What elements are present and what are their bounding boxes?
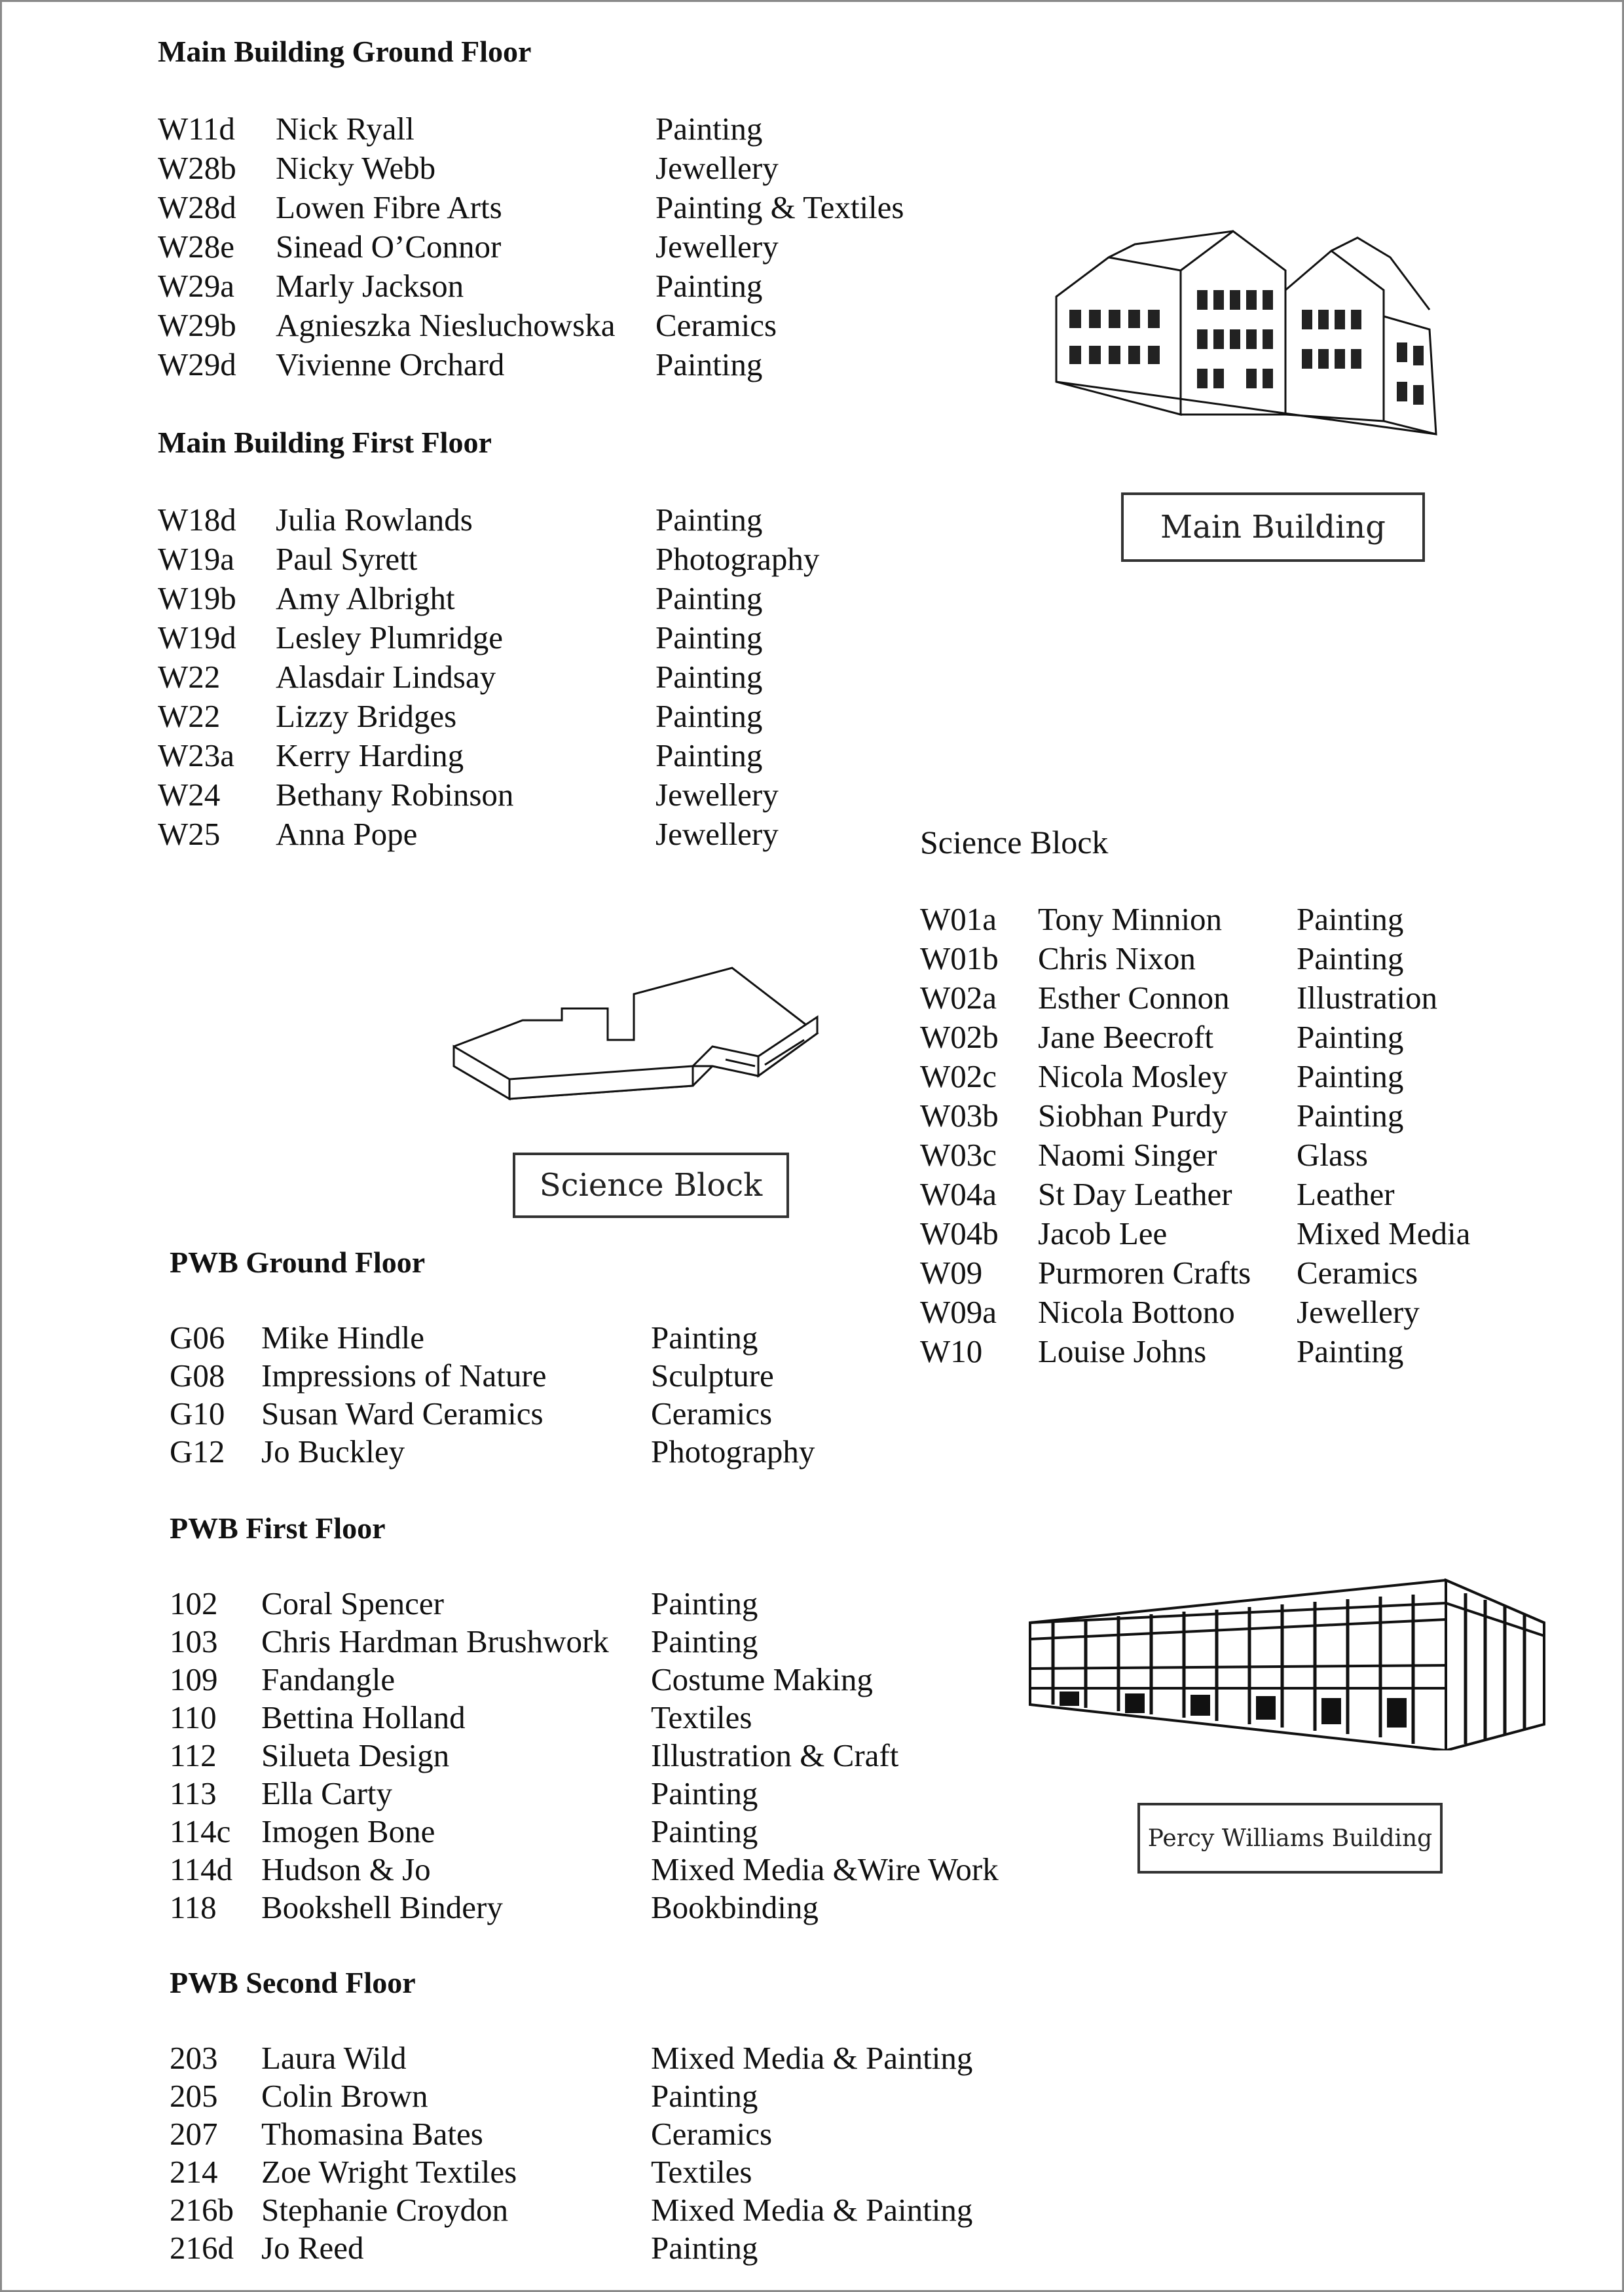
section-title: Science Block	[920, 824, 1109, 860]
section-science-block	[920, 824, 1471, 1371]
list-item: G08 Impressions of Nature Sculpture	[170, 1358, 774, 1394]
list-item: W04a St Day Leather Leather	[920, 1176, 1395, 1212]
main-building-label: Main Building	[1121, 492, 1425, 562]
list-item: W02c Nicola Mosley Painting	[920, 1058, 1404, 1094]
list-item: 207 Thomasina Bates Ceramics	[170, 2116, 773, 2152]
list-item: W01a Tony Minnion Painting	[920, 901, 1404, 937]
section-title: Main Building Ground Floor	[158, 35, 532, 68]
list-item: G10 Susan Ward Ceramics Ceramics	[170, 1396, 773, 1432]
list-item: 216b Stephanie Croydon Mixed Media & Painting	[170, 2192, 973, 2228]
list-item: 112 Silueta Design Illustration & Craft	[170, 1737, 899, 1773]
list-item: 110 Bettina Holland Textiles	[170, 1699, 752, 1735]
list-item: W22 Alasdair Lindsay Painting	[158, 659, 763, 695]
studio-list	[170, 2039, 973, 2267]
list-item: W24 Bethany Robinson Jewellery	[158, 777, 779, 813]
list-item: 205 Colin Brown Painting	[170, 2078, 758, 2114]
percy-williams-building-illustration	[1027, 1577, 1554, 1750]
list-item: 113 Ella Carty Painting	[170, 1775, 758, 1811]
list-item: W01b Chris Nixon Painting	[920, 940, 1404, 976]
list-item: 214 Zoe Wright Textiles Textiles	[170, 2154, 752, 2190]
section-title: PWB First Floor	[170, 1511, 386, 1545]
list-item: 216d Jo Reed Painting	[170, 2230, 758, 2266]
list-item: W25 Anna Pope Jewellery	[158, 816, 779, 852]
list-item: W09 Purmoren Crafts Ceramics	[920, 1255, 1418, 1291]
list-item: W28b Nicky Webb Jewellery	[158, 150, 779, 186]
list-item: W04b Jacob Lee Mixed Media	[920, 1215, 1471, 1251]
studio-list	[158, 500, 820, 854]
studio-list	[170, 1585, 999, 1927]
section-pwb-first	[170, 1510, 999, 1927]
list-item: W19d Lesley Plumridge Painting	[158, 619, 763, 656]
percy-williams-building-label: Percy Williams Building	[1137, 1803, 1443, 1874]
main-building-illustration	[1050, 218, 1449, 441]
list-item: W29b Agnieszka Niesluchowska Ceramics	[158, 307, 777, 343]
list-item: W28e Sinead O’Connor Jewellery	[158, 229, 779, 265]
studio-list	[158, 109, 904, 384]
list-item: 114d Hudson & Jo Mixed Media &Wire Work	[170, 1851, 999, 1887]
list-item: W09a Nicola Bottono Jewellery	[920, 1294, 1420, 1330]
section-title: PWB Second Floor	[170, 1966, 416, 1999]
science-block-label: Science Block	[513, 1153, 789, 1218]
section-title: Main Building First Floor	[158, 426, 492, 459]
list-item: W11d Nick Ryall Painting	[158, 111, 763, 147]
list-item: 109 Fandangle Costume Making	[170, 1661, 873, 1697]
section-pwb-ground	[170, 1244, 815, 1471]
section-pwb-second	[170, 1965, 973, 2267]
list-item: W03b Siobhan Purdy Painting	[920, 1098, 1404, 1134]
list-item: W02b Jane Beecroft Painting	[920, 1019, 1404, 1055]
list-item: G06 Mike Hindle Painting	[170, 1320, 758, 1356]
list-item: W23a Kerry Harding Painting	[158, 737, 763, 773]
section-main-first	[158, 424, 820, 854]
list-item: W29a Marly Jackson Painting	[158, 268, 763, 304]
list-item: 102 Coral Spencer Painting	[170, 1585, 758, 1621]
list-item: W28d Lowen Fibre Arts Painting & Textiles	[158, 189, 904, 225]
list-item: W19b Amy Albright Painting	[158, 580, 763, 616]
list-item: W22 Lizzy Bridges Painting	[158, 698, 763, 734]
studio-list	[170, 1319, 815, 1471]
list-item: 114c Imogen Bone Painting	[170, 1813, 758, 1849]
list-item: W02a Esther Connon Illustration	[920, 980, 1438, 1016]
list-item: G12 Jo Buckley Photography	[170, 1433, 815, 1469]
list-item: W10 Louise Johns Painting	[920, 1333, 1404, 1369]
science-block-illustration	[451, 955, 830, 1112]
list-item: 203 Laura Wild Mixed Media & Painting	[170, 2040, 973, 2076]
studio-list	[920, 900, 1471, 1371]
list-item: W03c Naomi Singer Glass	[920, 1137, 1368, 1173]
list-item: 118 Bookshell Bindery Bookbinding	[170, 1889, 819, 1925]
section-main-ground	[158, 33, 904, 384]
list-item: W18d Julia Rowlands Painting	[158, 502, 763, 538]
section-title: PWB Ground Floor	[170, 1246, 426, 1279]
list-item: W19a Paul Syrett Photography	[158, 541, 820, 577]
list-item: 103 Chris Hardman Brushwork Painting	[170, 1623, 758, 1659]
list-item: W29d Vivienne Orchard Painting	[158, 346, 763, 382]
